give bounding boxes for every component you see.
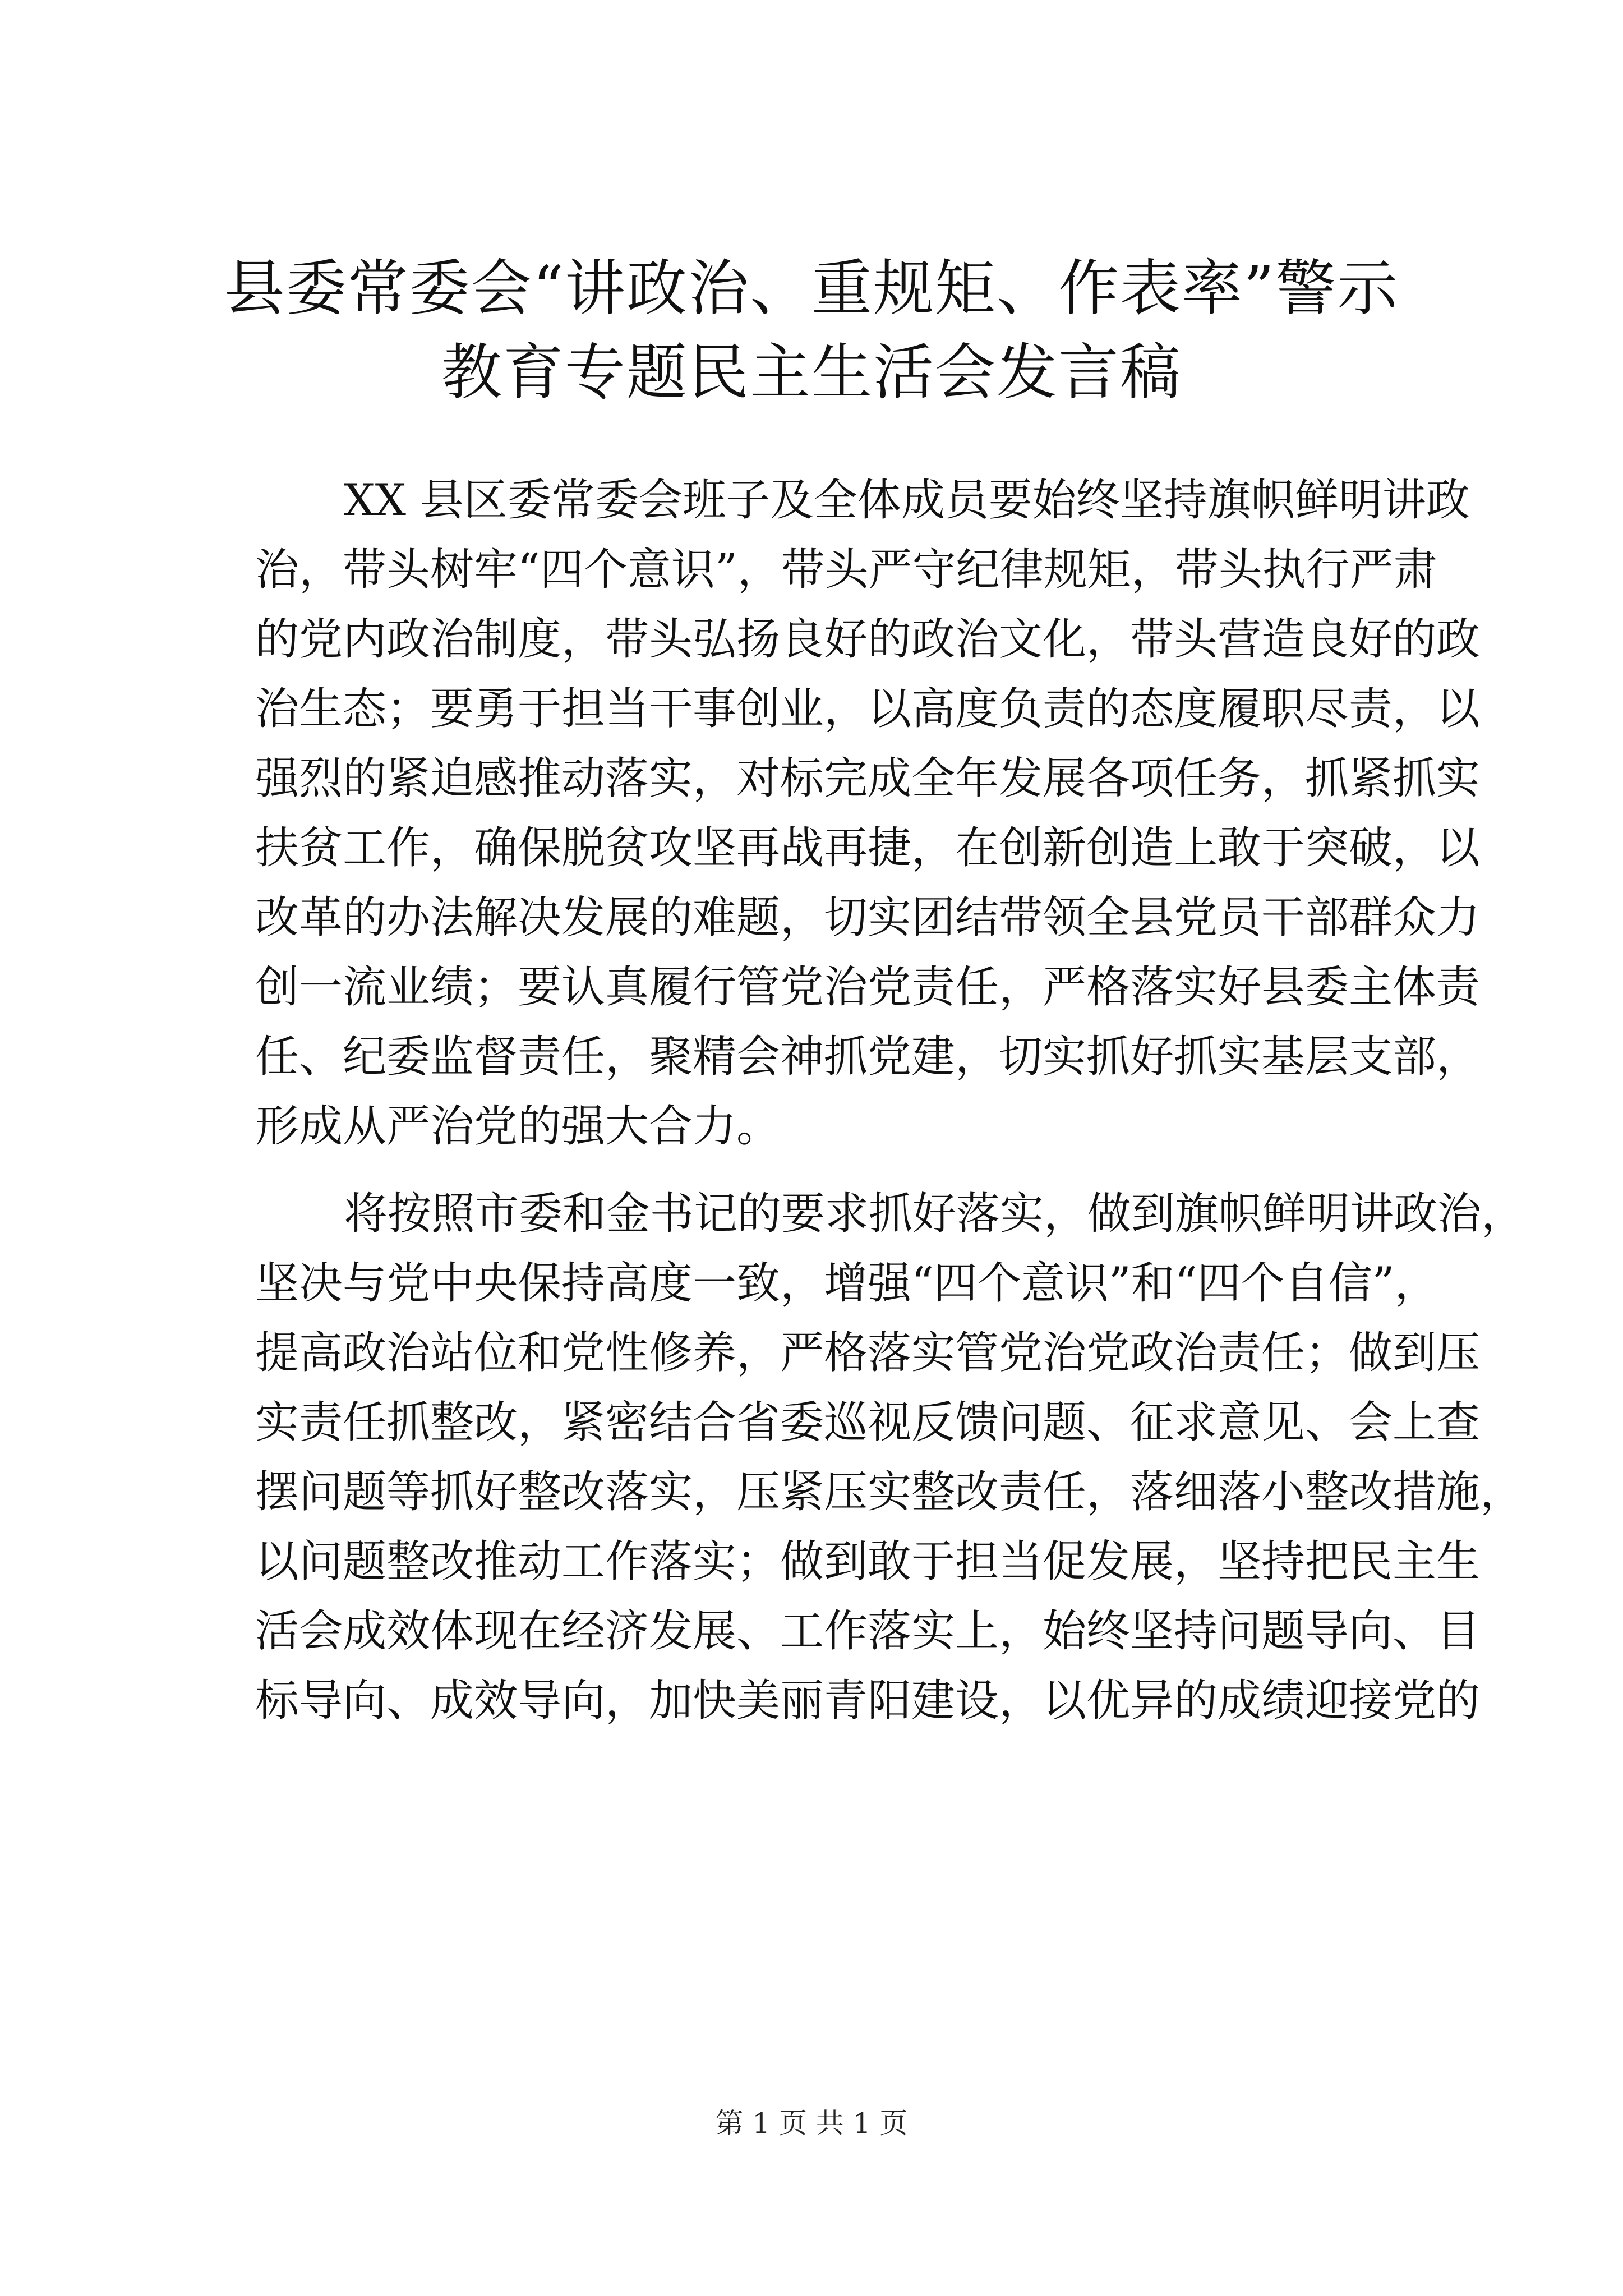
document-title — [168, 247, 1455, 415]
title-line: 县委常委会“讲政治、重规矩、作表率”警示 — [224, 254, 1399, 324]
text-line: 以问题整改推动工作落实；做到敢于担当促发展，坚持把民主生 — [255, 1536, 1481, 1587]
text-line: 的党内政治制度，带头弘扬良好的政治文化，带头营造良好的政 — [255, 614, 1481, 665]
text-line: 提高政治站位和党性修养，严格落实管党治党政治责任；做到压 — [255, 1328, 1481, 1378]
paragraph — [255, 1179, 1525, 1736]
text-line: 实责任抓整改，紧密结合省委巡视反馈问题、征求意见、会上查 — [255, 1397, 1481, 1448]
text-line: 坚决与党中央保持高度一致，增强“四个意识”和“四个自信”， — [255, 1258, 1438, 1309]
text-line: 创一流业绩；要认真履行管党治党责任，严格落实好县委主体责 — [255, 962, 1481, 1013]
text-line: 形成从严治党的强大合力。 — [255, 1101, 781, 1152]
text-line: 扶贫工作，确保脱贫攻坚再战再捷，在创新创造上敢于突破，以 — [255, 823, 1481, 873]
title-line: 教育专题民主生活会发言稿 — [441, 338, 1182, 408]
text-line: 标导向、成效导向，加快美丽青阳建设，以优异的成绩迎接党的 — [255, 1676, 1481, 1726]
text-line: 强烈的紧迫感推动落实，对标完成全年发展各项任务，抓紧抓实 — [255, 753, 1481, 804]
text-line: 摆问题等抓好整改落实，压紧压实整改责任，落细落小整改措施， — [255, 1467, 1524, 1517]
paragraph-gap — [255, 1161, 1422, 1179]
paragraph — [255, 466, 1481, 1161]
text-line: XX 县区委常委会班子及全体成员要始终坚持旗帜鲜明讲政 — [344, 475, 1470, 526]
page-footer: 第 1 页 共 1 页 — [715, 2107, 908, 2139]
text-line: 任、纪委监督责任，聚精会神抓党建，切实抓好抓实基层支部， — [255, 1032, 1481, 1082]
text-line: 将按照市委和金书记的要求抓好落实，做到旗帜鲜明讲政治， — [344, 1189, 1525, 1239]
text-line: 治，带头树牢“四个意识”，带头严守纪律规矩，带头执行严肃 — [255, 545, 1437, 595]
document-body — [255, 466, 1525, 1736]
text-line: 治生态；要勇于担当干事创业，以高度负责的态度履职尽责，以 — [255, 684, 1481, 734]
text-line: 活会成效体现在经济发展、工作落实上，始终坚持问题导向、目 — [255, 1606, 1481, 1657]
text-line: 改革的办法解决发展的难题，切实团结带领全县党员干部群众力 — [255, 892, 1481, 943]
